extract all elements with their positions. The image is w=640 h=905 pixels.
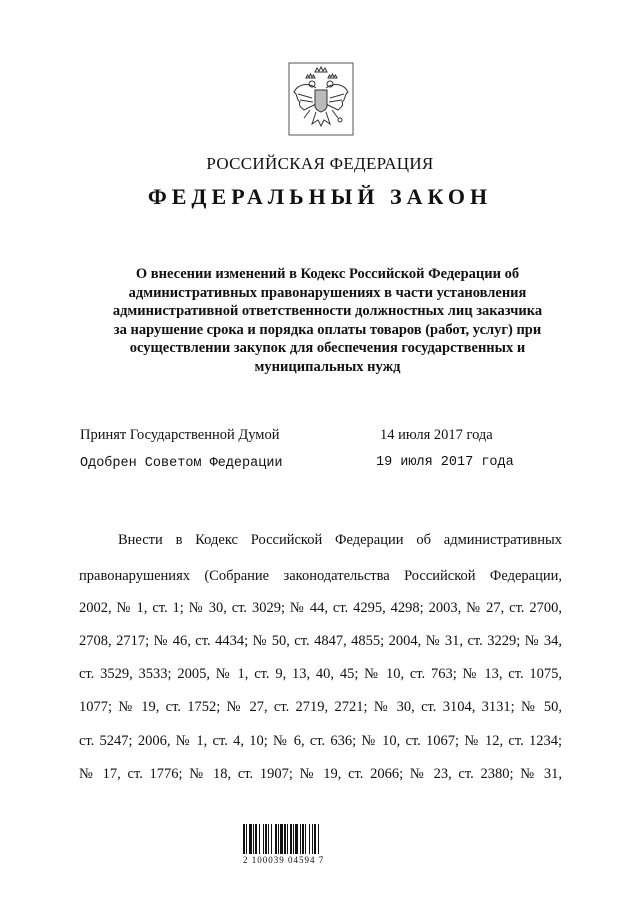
body-text-line: Внести в Кодекс Российской Федерации об административных	[118, 532, 562, 548]
barcode-number: 2 100039 04594 7	[243, 855, 325, 865]
law-title-line: за нарушение срока и порядка оплаты товаров (работ, услуг) при	[113, 321, 542, 338]
coat-of-arms-emblem	[288, 62, 354, 136]
barcode	[243, 820, 347, 854]
duma-adoption-label: Принят Государственной Думой	[80, 427, 280, 443]
law-title-line: муниципальных нужд	[254, 358, 401, 375]
body-text-line: № 17, ст. 1776; № 18, ст. 1907; № 19, ст. 2066; № 23, ст. 2380; № 31,	[79, 766, 562, 782]
law-title-line: осуществлении закупок для обеспечения государственных и	[129, 340, 526, 356]
law-title-line: административных правонарушениях в части установления	[128, 284, 527, 301]
council-approval-date: 19 июля 2017 года	[376, 455, 514, 470]
law-title-line: О внесении изменений в Кодекс Российской Федерации об	[135, 266, 520, 282]
law-title	[100, 265, 555, 376]
body-text-line: 1077; № 19, ст. 1752; № 27, ст. 2719, 2721; № 30, ст. 3104, 3131; № 50,	[79, 699, 562, 715]
document-type-heading: ФЕДЕРАЛЬНЫЙ ЗАКОН	[147, 184, 493, 209]
law-title-line: административной ответственности должностных лиц заказчика	[112, 303, 543, 319]
council-approval-label: Одобрен Советом Федерации	[80, 456, 283, 471]
duma-adoption-date: 14 июля 2017 года	[380, 427, 493, 443]
country-name: РОССИЙСКАЯ ФЕДЕРАЦИЯ	[206, 154, 434, 173]
body-text-line: ст. 3529, 3533; 2005, № 1, ст. 9, 13, 40, 45; № 10, ст. 763; № 13, ст. 1075,	[79, 666, 562, 682]
body-text-line: 2002, № 1, ст. 1; № 30, ст. 3029; № 44, ст. 4295, 4298; 2003, № 27, ст. 2700,	[79, 600, 562, 616]
body-text-line: 2708, 2717; № 46, ст. 4434; № 50, ст. 4847, 4855; 2004, № 31, ст. 3229; № 34,	[79, 633, 562, 649]
body-text-line: правонарушениях (Собрание законодательства Российской Федерации,	[79, 568, 562, 584]
body-text-line: ст. 5247; 2006, № 1, ст. 4, 10; № 6, ст. 636; № 10, ст. 1067; № 12, ст. 1234;	[79, 733, 562, 749]
